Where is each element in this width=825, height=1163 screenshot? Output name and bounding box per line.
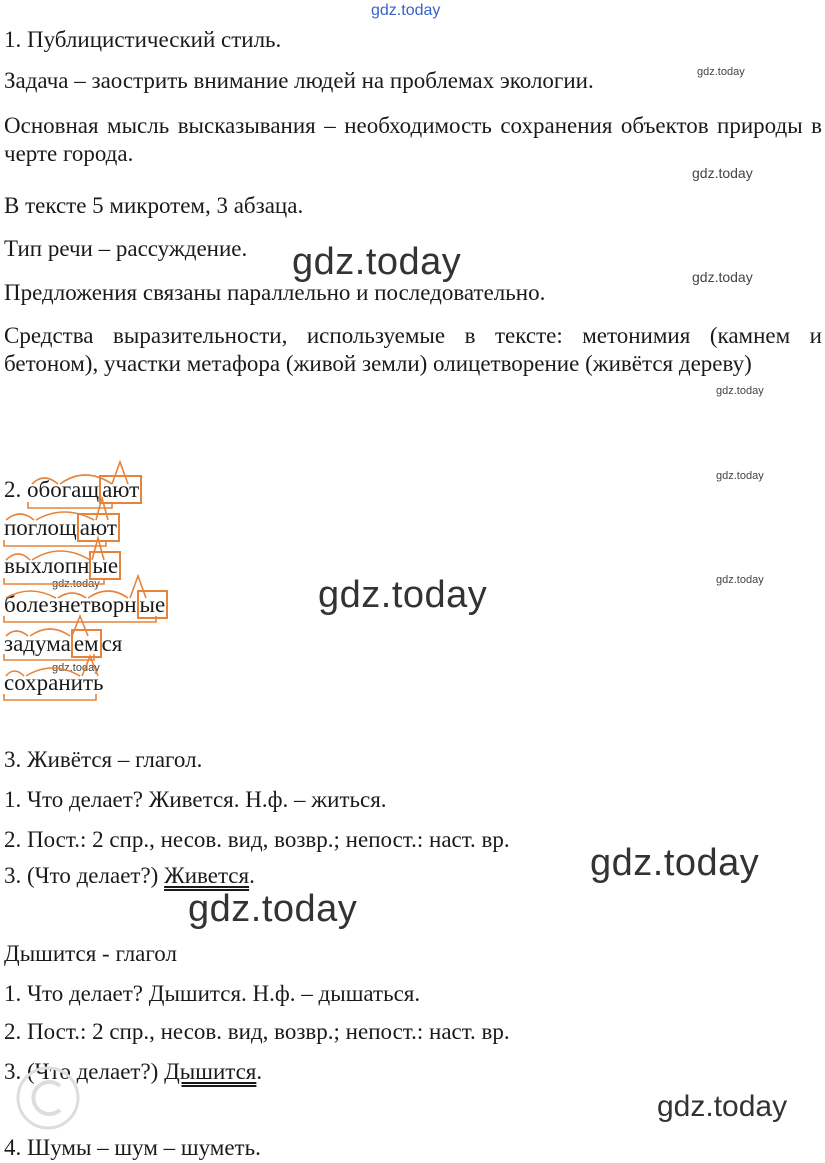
section3-line3-prefix: 3. (Что делает?)	[4, 863, 165, 888]
watermark-small: gdz.today	[692, 165, 753, 181]
section4-heading: 4. Шумы – шум – шуметь.	[4, 1135, 261, 1160]
word-stem: болезнетворн	[4, 592, 137, 617]
section3-heading: 3. Живётся – глагол.	[4, 747, 203, 772]
predicate-word: Дышится	[164, 1059, 257, 1084]
watermark-large: gdz.today	[292, 241, 462, 283]
section1-means: Средства выразительности, используемые в тексте: метонимия (камнем и бетоном), участки метафора (живой земли) олицетворение (живётся дереву)	[4, 323, 822, 376]
section3-line3-suffix: .	[249, 863, 255, 888]
watermark-small: gdz.today	[697, 66, 745, 78]
word-stem: обогащ	[27, 477, 100, 502]
watermark-small: gdz.today	[716, 470, 764, 482]
word-ending: ем	[71, 629, 102, 658]
section3-line: 2. Пост.: 2 спр., несов. вид, возвр.; непост.: наст. вр.	[4, 1019, 510, 1044]
predicate-word: Живется	[164, 863, 250, 888]
section3-line: 1. Что делает? Дышится. Н.ф. – дышаться.	[4, 981, 421, 1006]
word-stem: выхлопн	[4, 553, 90, 578]
word-stem: сохрани	[4, 670, 83, 695]
watermark-small: gdz.today	[692, 269, 753, 285]
morph-word	[4, 591, 168, 619]
watermark-medium: gdz.today	[657, 1090, 788, 1123]
morph-word	[4, 552, 121, 580]
section1-speech-type: Тип речи – рассуждение.	[4, 236, 248, 261]
watermark-large: gdz.today	[188, 888, 358, 930]
section2-number: 2.	[4, 477, 22, 502]
word-ending: ые	[89, 551, 121, 580]
section1-main-thought: Основная мысль высказывания – необходимость сохранения объектов природы в черте города.	[4, 113, 822, 166]
section1-task: Задача – заострить внимание людей на проблемах экологии.	[4, 68, 594, 93]
morph-word	[4, 476, 142, 504]
watermark-small: gdz.today	[52, 662, 100, 674]
section3-line3	[4, 862, 255, 890]
section1-connection: Предложения связаны параллельно и последовательно.	[4, 280, 546, 305]
watermark-small: gdz.today	[52, 578, 100, 590]
word-ending: ают	[99, 475, 142, 504]
section3-line: 1. Что делает? Живется. Н.ф. – житься.	[4, 787, 387, 812]
section3-line6-prefix: 3. (Что делает?)	[4, 1059, 165, 1084]
watermark-large: gdz.today	[590, 842, 760, 884]
word-ending: ают	[77, 513, 120, 542]
word-postfix: ся	[101, 631, 123, 656]
morph-word	[4, 669, 104, 697]
section1-microthemes: В тексте 5 микротем, 3 абзаца.	[4, 193, 304, 218]
watermark-small: gdz.today	[716, 385, 764, 397]
watermark-large: gdz.today	[318, 574, 488, 616]
section3-line: 2. Пост.: 2 спр., несов. вид, возвр.; непост.: наст. вр.	[4, 827, 510, 852]
word-ending: ть	[82, 670, 104, 695]
section3-line6-suffix: .	[256, 1059, 263, 1084]
word-stem: задума	[4, 631, 71, 656]
section3-heading2: Дышится - глагол	[4, 941, 177, 966]
watermark-small: gdz.today	[716, 574, 764, 586]
word-stem: поглощ	[4, 515, 77, 540]
word-ending: ые	[137, 590, 169, 619]
morph-word	[4, 630, 122, 658]
morph-word	[4, 514, 120, 542]
copyright-stamp-icon	[8, 1056, 98, 1136]
watermark-brand: gdz.today	[371, 2, 441, 19]
section1-heading: 1. Публицистический стиль.	[4, 27, 282, 52]
